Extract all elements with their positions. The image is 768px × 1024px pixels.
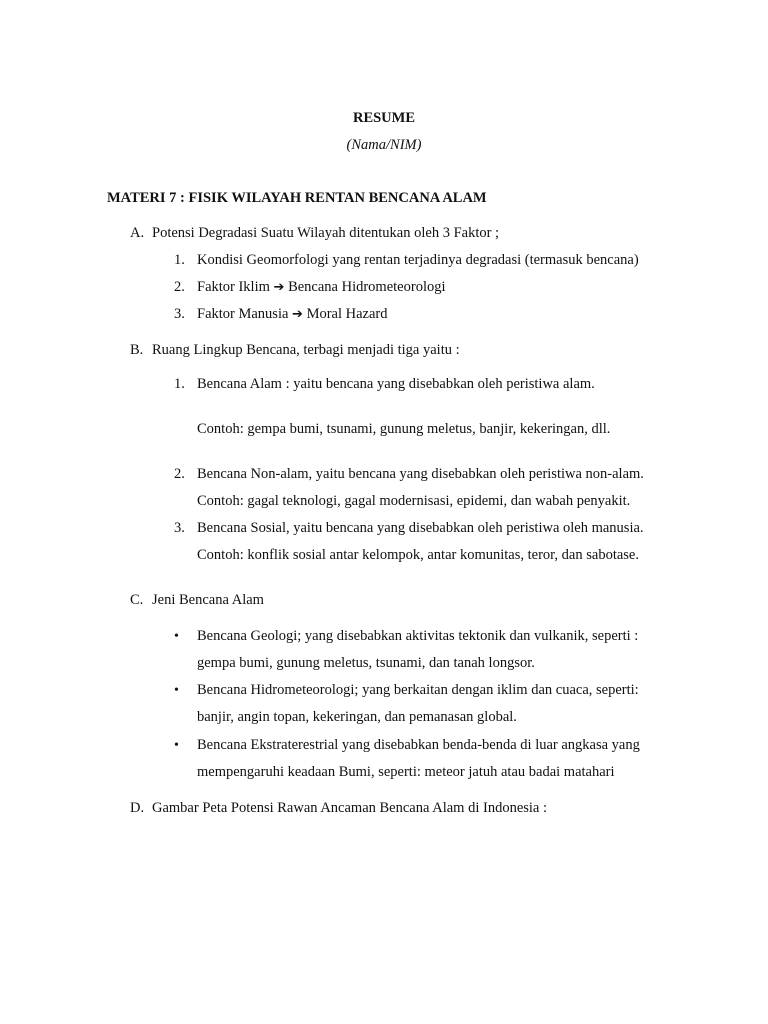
section-heading: Ruang Lingkup Bencana, terbagi menjadi tiga yaitu : [152, 342, 460, 358]
list-item: Bencana Non-alam, yaitu bencana yang disebabkan oleh peristiwa non-alam. [197, 466, 644, 482]
list-item: Bencana Alam : yaitu bencana yang disebabkan oleh peristiwa alam. [197, 376, 595, 392]
section-letter: A. [130, 225, 145, 241]
item-number: 3. [174, 520, 185, 536]
list-item-example: Contoh: gagal teknologi, gagal modernisasi, epidemi, dan wabah penyakit. [197, 493, 631, 509]
list-item: Kondisi Geomorfologi yang rentan terjadinya degradasi (termasuk bencana) [197, 252, 639, 268]
item-number: 2. [174, 279, 185, 295]
list-item: Bencana Hidrometeorologi; yang berkaitan dengan iklim dan cuaca, seperti: [197, 682, 639, 698]
list-item-continued: mempengaruhi keadaan Bumi, seperti: meteor jatuh atau badai matahari [197, 764, 615, 780]
bullet-icon: • [174, 683, 179, 698]
list-item-example: Contoh: gempa bumi, tsunami, gunung meletus, banjir, kekeringan, dll. [197, 421, 611, 437]
arrow-right-icon: ➔ [292, 307, 303, 322]
bullet-icon: • [174, 738, 179, 753]
section-heading: Jeni Bencana Alam [152, 592, 264, 608]
list-item: Bencana Sosial, yaitu bencana yang disebabkan oleh peristiwa oleh manusia. [197, 520, 644, 536]
item-number: 1. [174, 376, 185, 392]
section-letter: D. [130, 800, 145, 816]
item-text: Moral Hazard [306, 306, 388, 322]
section-letter: C. [130, 592, 144, 608]
item-text: Faktor Manusia [197, 306, 289, 322]
item-number: 3. [174, 306, 185, 322]
section-heading: Potensi Degradasi Suatu Wilayah ditentukan oleh 3 Faktor ; [152, 225, 500, 241]
list-item-continued: gempa bumi, gunung meletus, tsunami, dan tanah longsor. [197, 655, 535, 671]
list-item-example: Contoh: konflik sosial antar kelompok, antar komunitas, teror, dan sabotase. [197, 547, 639, 563]
page-title: RESUME [352, 110, 416, 126]
materi-heading: MATERI 7 : FISIK WILAYAH RENTAN BENCANA ALAM [107, 190, 487, 206]
list-item [197, 279, 446, 296]
bullet-icon: • [174, 629, 179, 644]
item-number: 2. [174, 466, 185, 482]
list-item: Bencana Ekstraterestrial yang disebabkan benda-benda di luar angkasa yang [197, 737, 640, 753]
item-number: 1. [174, 252, 185, 268]
page-subtitle: (Nama/NIM) [346, 137, 422, 153]
list-item [197, 306, 388, 323]
list-item: Bencana Geologi; yang disebabkan aktivitas tektonik dan vulkanik, seperti : [197, 628, 639, 644]
arrow-right-icon: ➔ [273, 280, 285, 295]
item-text: Faktor Iklim [197, 279, 270, 295]
section-heading: Gambar Peta Potensi Rawan Ancaman Bencana Alam di Indonesia : [152, 800, 548, 816]
list-item-continued: banjir, angin topan, kekeringan, dan pemanasan global. [197, 709, 517, 725]
section-letter: B. [130, 342, 144, 358]
item-text: Bencana Hidrometeorologi [288, 279, 446, 295]
